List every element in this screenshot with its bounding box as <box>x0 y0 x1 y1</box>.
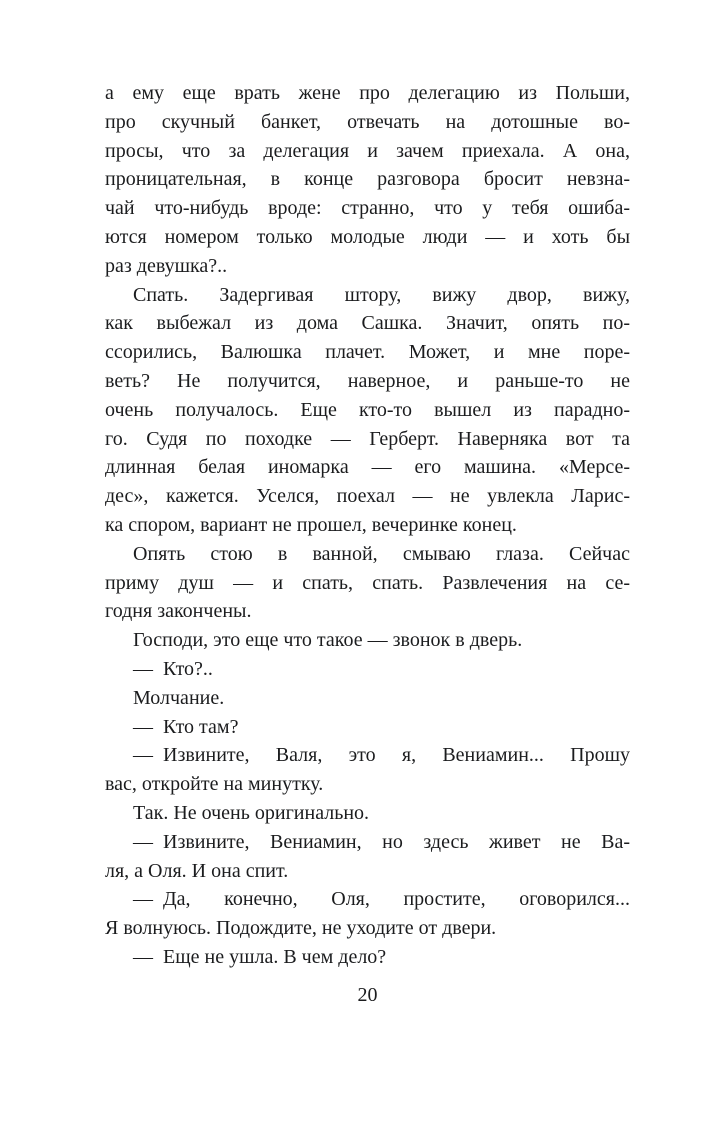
text-line: го. Судя по походке — Герберт. Наверняка вот та <box>105 427 630 450</box>
text-line: Молчание. <box>133 686 225 709</box>
text-line: очень получалось. Еще кто-то вышел из парадно- <box>105 398 630 421</box>
text-line: ка спором, вариант не прошел, вечеринке конец. <box>105 513 517 536</box>
dialogue-line: — Да, конечно, Оля, простите, оговорился... <box>133 888 630 911</box>
text-line: дес», кажется. Уселся, поехал — не увлекла Ларис- <box>105 485 630 508</box>
text-line: Господи, это еще что такое — звонок в дверь. <box>133 629 523 652</box>
text-line: а ему еще врать жене про делегацию из Польши, <box>105 82 630 104</box>
dialogue-line: — Кто там? <box>133 715 239 738</box>
text-line: Спать. Задергивая штору, вижу двор, вижу, <box>133 283 630 306</box>
text-line: про скучный банкет, отвечать на дотошные во- <box>105 110 630 133</box>
text-line: чай что-нибудь вроде: странно, что у тебя ошиба- <box>105 197 630 220</box>
text-line: ются номером только молодые люди — и хоть бы <box>105 225 630 248</box>
text-line: годня закончены. <box>105 600 252 623</box>
text-line: как выбежал из дома Сашка. Значит, опять по- <box>105 312 630 335</box>
dialogue-line: — Извините, Валя, это я, Вениамин... Прошу <box>133 744 630 767</box>
dialogue-line: — Кто?.. <box>133 657 213 680</box>
page-number: 20 <box>357 984 378 1006</box>
text-line: Так. Не очень оригинально. <box>133 801 370 824</box>
text-line: вас, откройте на минутку. <box>105 773 324 796</box>
text-line: ля, а Оля. И она спит. <box>105 859 289 882</box>
text-line: веть? Не получится, наверное, и раньше-то не <box>105 369 630 392</box>
text-line: раз девушка?.. <box>105 254 228 277</box>
text-line: Я волнуюсь. Подождите, не уходите от двери. <box>105 917 497 940</box>
dialogue-line: — Еще не ушла. В чем дело? <box>133 945 387 968</box>
text-line: ссорились, Валюшка плачет. Может, и мне поре- <box>105 341 630 364</box>
text-line: приму душ — и спать, спать. Развлечения на се- <box>105 571 630 594</box>
text-line: длинная белая иномарка — его машина. «Мерсе- <box>105 456 630 479</box>
page-text <box>105 79 630 972</box>
text-line: проницательная, в конце разговора бросит невзна- <box>105 168 630 191</box>
dialogue-line: — Извините, Вениамин, но здесь живет не Ва- <box>133 830 630 853</box>
text-line: Опять стою в ванной, смываю глаза. Сейчас <box>133 542 630 565</box>
text-line: просы, что за делегация и зачем приехала. А она, <box>105 139 630 162</box>
